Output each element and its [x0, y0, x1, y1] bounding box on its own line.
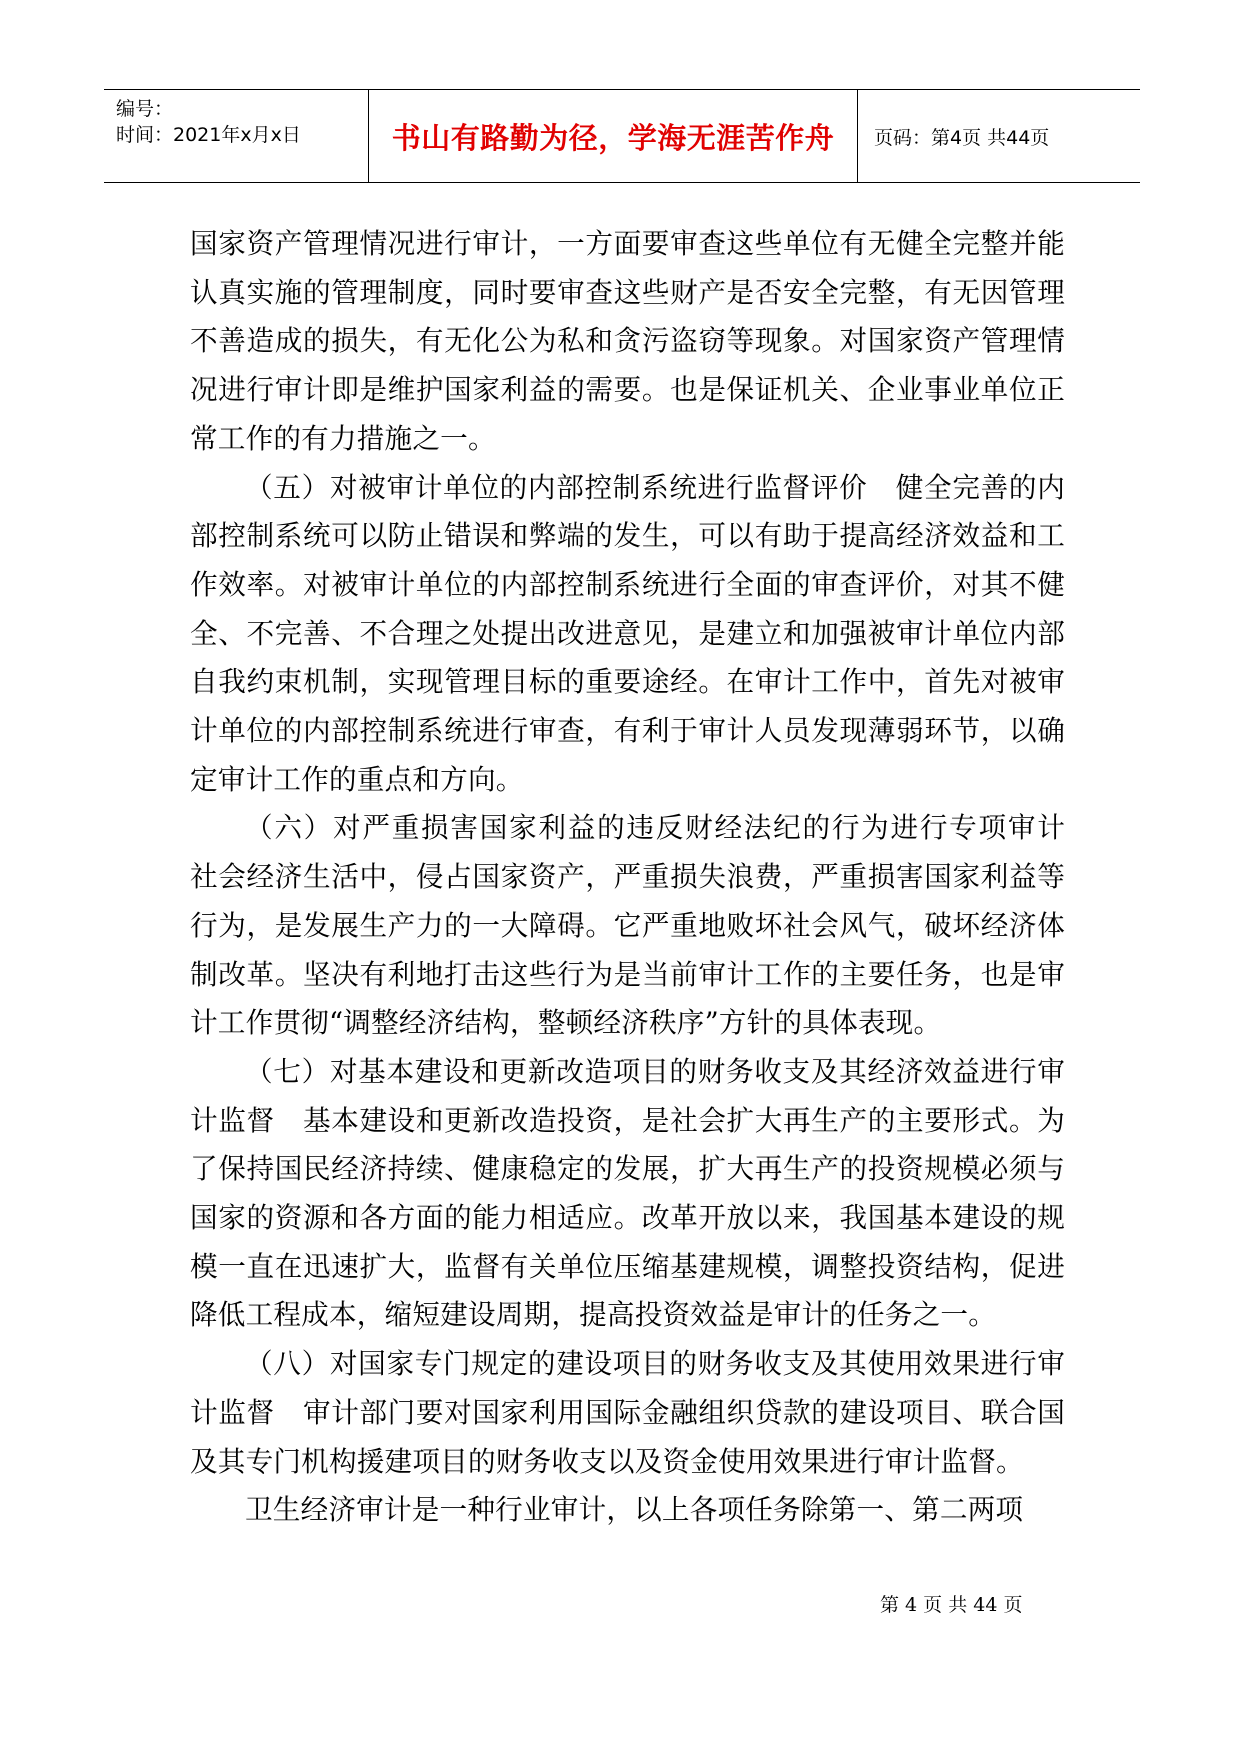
- paragraph-item-6: （六）对严重损害国家利益的违反财经法纪的行为进行专项审计 社会经济生活中，侵占国家资产，严重损失浪费，严重损害国家利益等行为，是发展生产力的一大障碍。它严重地败坏社会风气，破坏经济体制改革。坚决有利地打击这些行为是当前审计工作的主要任务，也是审计工作贯彻“调整经济结构，整顿经济秩序”方针的具体表现。: [190, 811, 1093, 1040]
- paragraph-item-5: （五）对被审计单位的内部控制系统进行监督评价 健全完善的内部控制系统可以防止错误和弊端的发生，可以有助于提高经济效益和工作效率。对被审计单位的内部控制系统进行全面的审查评价，对其不健全、不完善、不合理之处提出改进意见，是建立和加强被审计单位内部自我约束机制，实现管理目标的重要途经。在审计工作中，首先对被审计单位的内部控制系统进行审查，有利于审计人员发现薄弱环节，以确定审计工作的重点和方向。: [190, 470, 1065, 796]
- header-meta-cell: [104, 90, 368, 182]
- paragraph-item-7: （七）对基本建设和更新改造项目的财务收支及其经济效益进行审计监督 基本建设和更新改造投资，是社会扩大再生产的主要形式。为了保持国民经济持续、健康稳定的发展，扩大再生产的投资规模必须与国家的资源和各方面的能力相适应。改革开放以来，我国基本建设的规模一直在迅速扩大，监督有关单位压缩基建规模，调整投资结构，促进降低工程成本，缩短建设周期，提高投资效益是审计的任务之一。: [190, 1054, 1065, 1332]
- page-footer: 第 4 页 共 44 页: [880, 1594, 1023, 1616]
- header-motto: 书山有路勤为径，学海无涯苦作舟: [391, 120, 835, 155]
- header-page-info: 页码：第4页 共44页: [874, 126, 1050, 149]
- document-body: [190, 220, 1093, 1535]
- paragraph-continuation: 国家资产管理情况进行审计，一方面要审查这些单位有无健全完整并能认真实施的管理制度，同时要审查这些财产是否安全完整，有无因管理不善造成的损失，有无化公为私和贪污盗窃等现象。对国家资产管理情况进行审计即是维护国家利益的需要。也是保证机关、企业事业单位正常工作的有力措施之一。: [190, 227, 1065, 455]
- header-motto-cell: [368, 90, 858, 182]
- document-number-label: 编号：: [116, 98, 174, 120]
- paragraph-item-8: （八）对国家专门规定的建设项目的财务收支及其使用效果进行审计监督 审计部门要对国家利用国际金融组织贷款的建设项目、联合国及其专门机构援建项目的财务收支以及资金使用效果进行审计监督。: [190, 1347, 1065, 1478]
- paragraph-health-audit: 卫生经济审计是一种行业审计，以上各项任务除第一、第二两项: [245, 1493, 1024, 1527]
- page-header: [104, 89, 1140, 183]
- header-page-cell: [858, 90, 1140, 182]
- document-time-label: 时间：2021年x月x日: [116, 124, 301, 146]
